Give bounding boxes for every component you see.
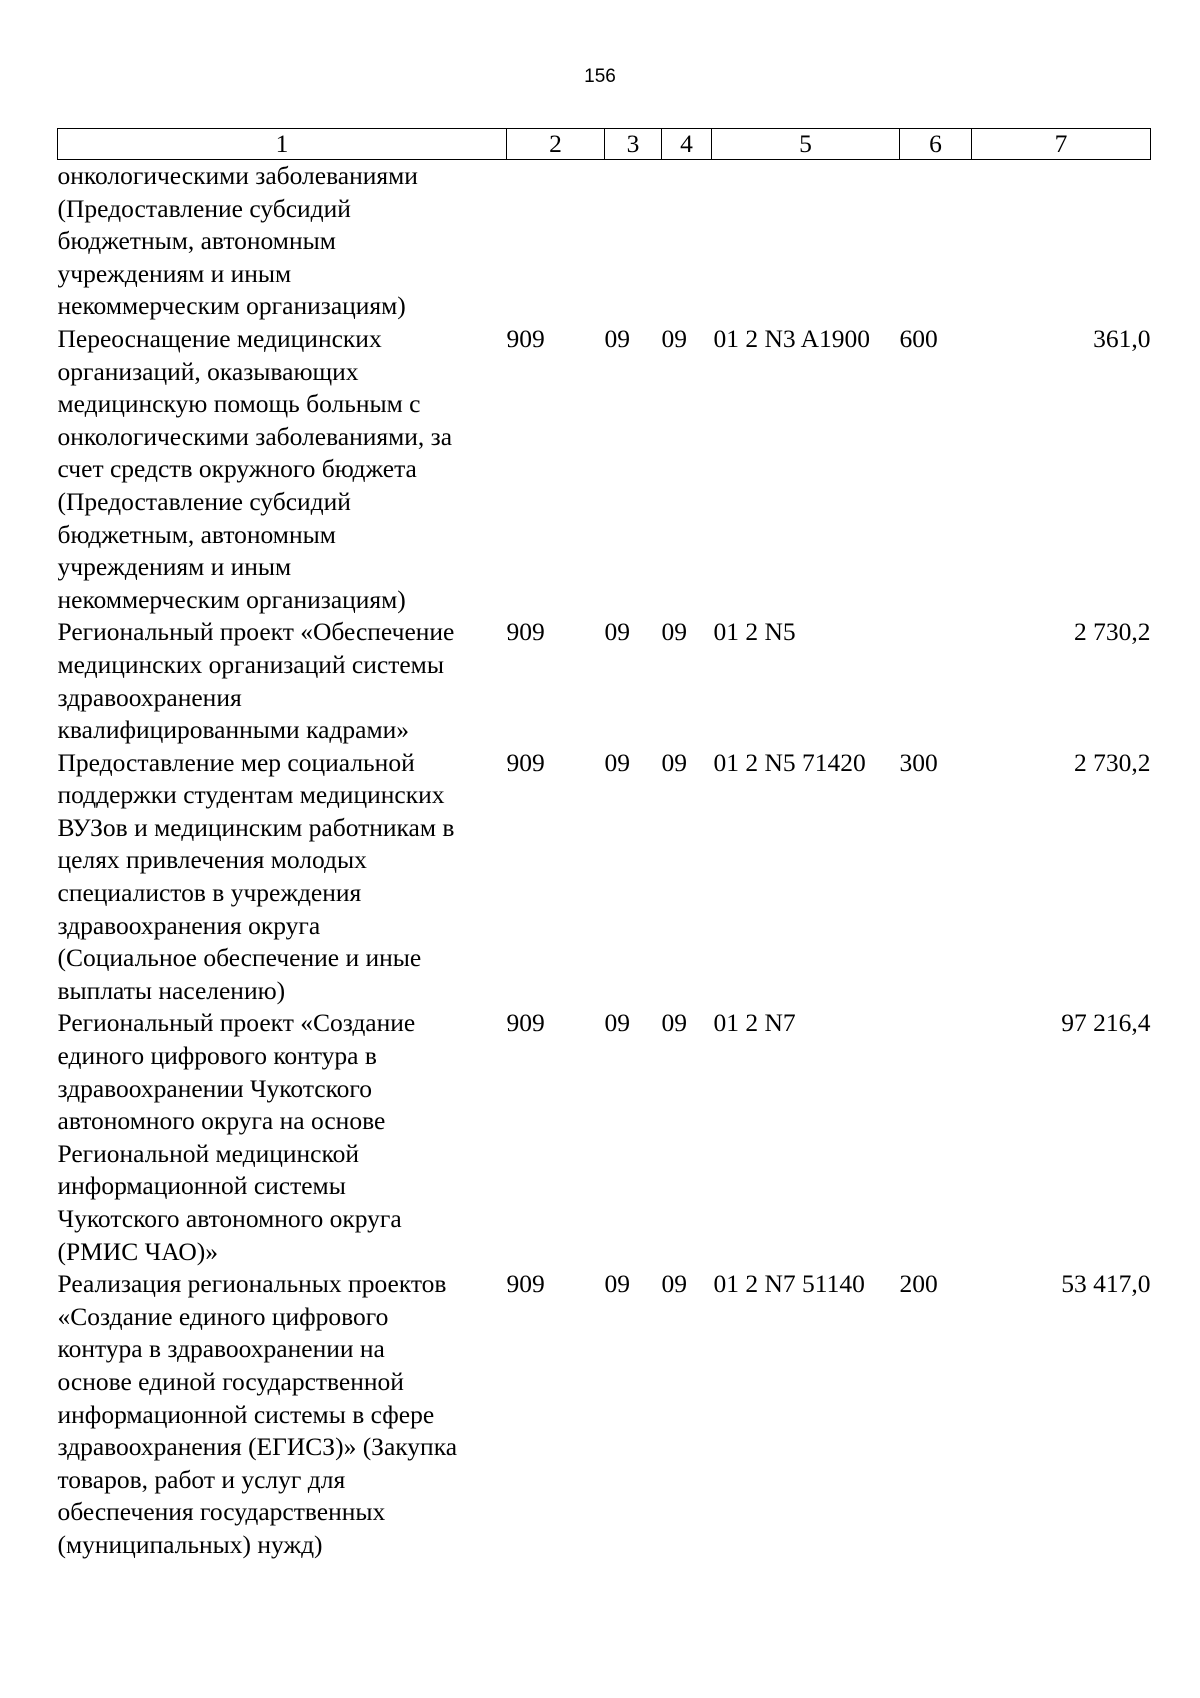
row-name	[58, 1007, 507, 1268]
row-name	[58, 616, 507, 746]
row-expense-type-code: 600	[899, 323, 938, 353]
table-row	[58, 323, 1151, 616]
row-section-code: 09	[604, 747, 630, 777]
row-name-line: Переоснащение медицинских	[57, 323, 382, 353]
row-amount: 2 730,2	[1074, 617, 1151, 647]
page-number: 156	[584, 66, 616, 87]
row-subsection-code	[662, 160, 712, 323]
row-name-line: здравоохранения (ЕГИСЗ)» (Закупка	[57, 1432, 458, 1462]
row-name-line: поддержки студентам медицинских	[57, 780, 445, 810]
header-row	[58, 129, 1151, 160]
budget-table-container	[57, 128, 1150, 1562]
row-name-line: целях привлечения молодых	[57, 845, 367, 875]
row-amount: 53 417,0	[1061, 1269, 1151, 1299]
row-section-code: 09	[604, 1269, 630, 1299]
row-expense-type-code: 200	[899, 1269, 938, 1299]
row-name-line: некоммерческим организациям)	[57, 584, 406, 614]
row-grbs-code: 909	[506, 323, 545, 353]
row-name-line: Реализация региональных проектов	[57, 1269, 447, 1299]
header-col-6: 6	[900, 129, 972, 160]
row-subsection-code: 09	[661, 1269, 687, 1299]
row-name-line: выплаты населению)	[57, 975, 286, 1005]
row-section-code: 09	[604, 323, 630, 353]
row-name-line: учреждениям и иным	[57, 258, 292, 288]
table-row	[58, 747, 1151, 1008]
row-name-line: квалифицированными кадрами»	[57, 715, 409, 745]
row-amount: 97 216,4	[1061, 1008, 1151, 1038]
row-subsection-code: 09	[661, 617, 687, 647]
row-name-line: онкологическими заболеваниями	[57, 161, 418, 190]
row-name-line: единого цифрового контура в	[57, 1041, 377, 1071]
row-target-article-code: 01 2 N5 71420	[713, 747, 866, 777]
row-target-article-code: 01 2 N7	[713, 1008, 796, 1038]
row-name	[58, 323, 507, 616]
row-name-line: организаций, оказывающих	[57, 356, 359, 386]
row-name	[58, 160, 507, 323]
row-target-article-code: 01 2 N5	[713, 617, 796, 647]
row-name-line: Региональной медицинской	[57, 1138, 359, 1168]
table-row	[58, 1268, 1151, 1561]
row-expense-type-code	[900, 1007, 972, 1268]
row-name-line: учреждениям и иным	[57, 552, 292, 582]
row-subsection-code: 09	[661, 1008, 687, 1038]
header-col-4: 4	[662, 129, 712, 160]
row-name	[58, 747, 507, 1008]
row-name-line: Чукотского автономного округа	[57, 1204, 402, 1233]
row-subsection-code: 09	[661, 323, 687, 353]
row-name-line: товаров, работ и услуг для	[57, 1464, 346, 1494]
row-name-line: (Предоставление субсидий	[57, 486, 351, 516]
row-name-line: Региональный проект «Обеспечение	[57, 617, 455, 647]
row-name-line: автономного округа на основе	[57, 1106, 386, 1136]
budget-table	[57, 128, 1151, 1562]
row-name-line: «Создание единого цифрового	[57, 1301, 389, 1331]
row-name-line: медицинских организаций системы	[57, 649, 444, 679]
row-name-line: ВУЗов и медицинским работникам в	[57, 812, 455, 842]
row-name-line: (РМИС ЧАО)»	[57, 1236, 219, 1266]
row-grbs-code: 909	[506, 617, 545, 647]
row-name-line: Региональный проект «Создание	[57, 1008, 416, 1038]
row-name-line: специалистов в учреждения	[57, 878, 362, 908]
table-body	[58, 160, 1151, 1562]
row-name-line: обеспечения государственных	[57, 1497, 386, 1527]
row-target-article-code: 01 2 N3 A1900	[713, 323, 871, 353]
row-amount	[972, 160, 1151, 323]
row-section-code	[605, 160, 662, 323]
header-col-1: 1	[58, 129, 507, 160]
row-grbs-code	[507, 160, 605, 323]
row-name-line: контура в здравоохранении на	[57, 1334, 385, 1364]
table-row	[58, 1007, 1151, 1268]
row-name-line: бюджетным, автономным	[57, 226, 336, 256]
table-row	[58, 616, 1151, 746]
header-col-7: 7	[972, 129, 1151, 160]
row-name-line: здравоохранения округа	[57, 910, 321, 940]
row-name-line: бюджетным, автономным	[57, 519, 336, 549]
row-expense-type-code	[900, 616, 972, 746]
row-grbs-code: 909	[506, 1008, 545, 1038]
row-name	[58, 1268, 507, 1561]
row-name-line: информационной системы	[57, 1171, 346, 1201]
header-col-3: 3	[605, 129, 662, 160]
row-name-line: информационной системы в сфере	[57, 1399, 435, 1429]
row-name-line: некоммерческим организациям)	[57, 291, 406, 321]
row-subsection-code: 09	[661, 747, 687, 777]
row-name-line: здравоохранения	[57, 682, 242, 712]
row-target-article-code	[712, 160, 900, 323]
header-col-2: 2	[507, 129, 605, 160]
row-expense-type-code: 300	[899, 747, 938, 777]
row-grbs-code: 909	[506, 1269, 545, 1299]
row-expense-type-code	[900, 160, 972, 323]
table-header	[58, 129, 1151, 160]
row-name-line: медицинскую помощь больным с	[57, 389, 421, 419]
row-name-line: (Предоставление субсидий	[57, 193, 351, 223]
row-name-line: онкологическими заболеваниями, за	[57, 421, 453, 451]
row-amount: 2 730,2	[1074, 747, 1151, 777]
row-name-line: (Социальное обеспечение и иные	[57, 943, 422, 973]
row-name-line: счет средств окружного бюджета	[57, 454, 417, 484]
row-target-article-code: 01 2 N7 51140	[713, 1269, 865, 1299]
table-row	[58, 160, 1151, 323]
row-section-code: 09	[604, 617, 630, 647]
row-name-line: здравоохранении Чукотского	[57, 1073, 373, 1103]
row-name-line: основе единой государственной	[57, 1366, 404, 1396]
row-grbs-code: 909	[506, 747, 545, 777]
row-amount: 361,0	[1093, 323, 1151, 353]
header-col-5: 5	[712, 129, 900, 160]
row-section-code: 09	[604, 1008, 630, 1038]
row-name-line: (муниципальных) нужд)	[57, 1529, 323, 1559]
row-name-line: Предоставление мер социальной	[57, 747, 415, 777]
